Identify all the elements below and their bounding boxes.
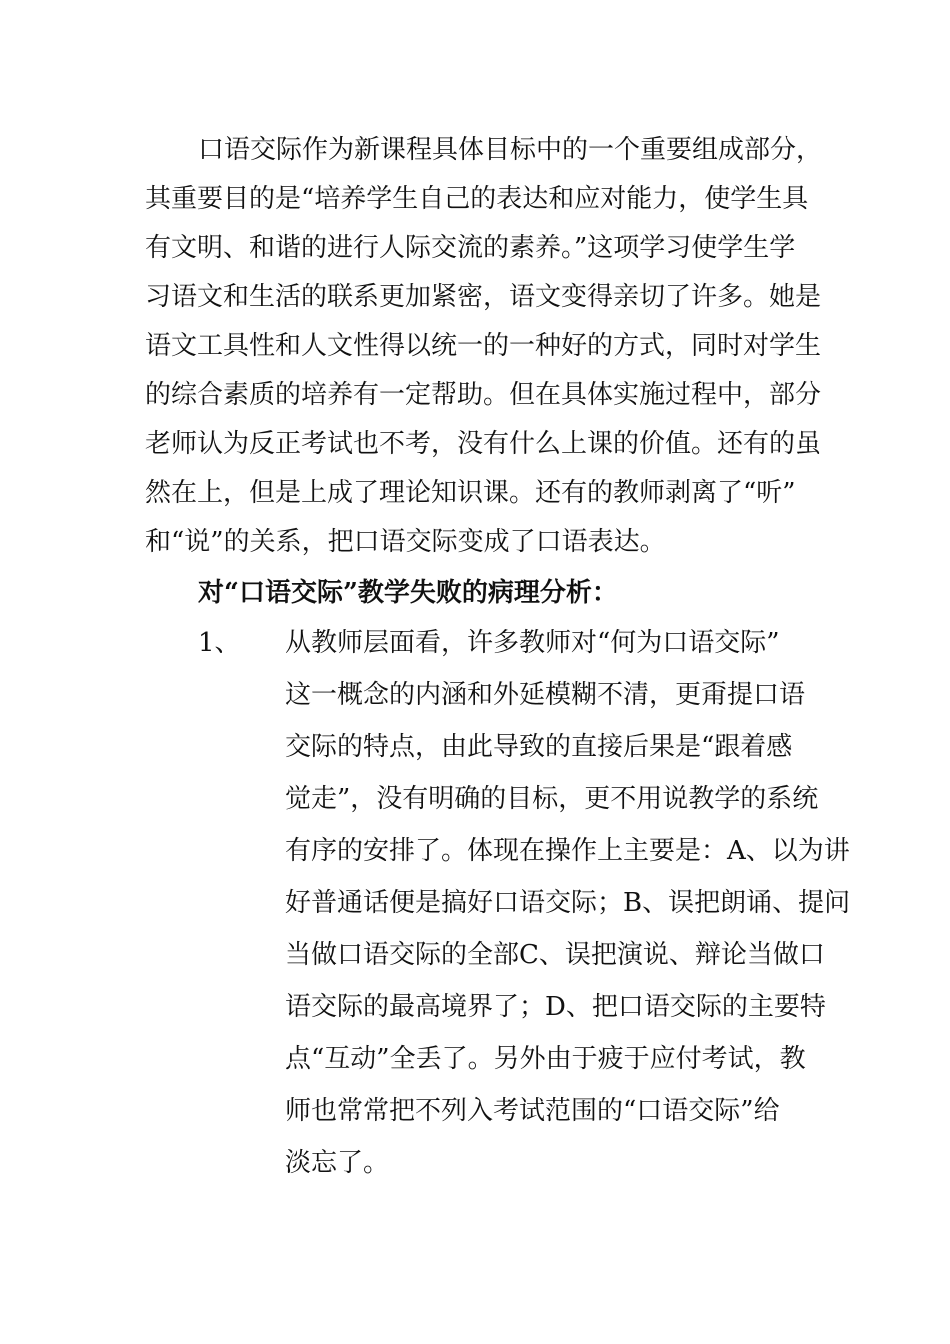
paragraph-line: 语文工具性和人文性得以统一的一种好的方式，同时对学生: [145, 331, 822, 361]
paragraph-line: 的综合素质的培养有一定帮助。但在具体实施过程中，部分: [145, 380, 822, 410]
list-item-line: 好普通话便是搞好口语交际；B、误把朗诵、提问: [285, 888, 851, 918]
list-marker: 1、: [198, 628, 241, 658]
paragraph-line: 老师认为反正考试也不考，没有什么上课的价值。还有的虽: [145, 429, 822, 459]
list-item-line: 点“互动”全丢了。另外由于疲于应付考试，教: [285, 1044, 806, 1074]
list-item-line: 觉走”，没有明确的目标，更不用说教学的系统: [285, 784, 819, 814]
list-item-line: 语交际的最高境界了；D、把口语交际的主要特: [285, 992, 826, 1022]
list-item-line: 淡忘了。: [285, 1148, 390, 1178]
paragraph-line: 其重要目的是“培养学生自己的表达和应对能力，使学生具: [145, 184, 809, 214]
list-item-line: 交际的特点，由此导致的直接后果是“跟着感: [285, 732, 793, 762]
list-item-line: 师也常常把不列入考试范围的“口语交际”给: [285, 1096, 780, 1126]
list-item-line: 有序的安排了。体现在操作上主要是：A、以为讲: [285, 836, 850, 866]
list-item-line: 从教师层面看，许多教师对“何为口语交际”: [285, 628, 780, 658]
paragraph-line: 和“说”的关系，把口语交际变成了口语表达。: [145, 527, 666, 557]
paragraph-line: 习语文和生活的联系更加紧密，语文变得亲切了许多。她是: [145, 282, 822, 312]
paragraph-line: 然在上，但是上成了理论知识课。还有的教师剥离了“听”: [145, 478, 796, 508]
list-item-line: 当做口语交际的全部C、误把演说、辩论当做口: [285, 940, 825, 970]
section-heading: 对“口语交际”教学失败的病理分析：: [198, 578, 618, 608]
paragraph-line: 口语交际作为新课程具体目标中的一个重要组成部分，: [198, 135, 823, 165]
paragraph-line: 有文明、和谐的进行人际交流的素养。”这项学习使学生学: [145, 233, 796, 263]
list-item-line: 这一概念的内涵和外延模糊不清，更甭提口语: [285, 680, 806, 710]
